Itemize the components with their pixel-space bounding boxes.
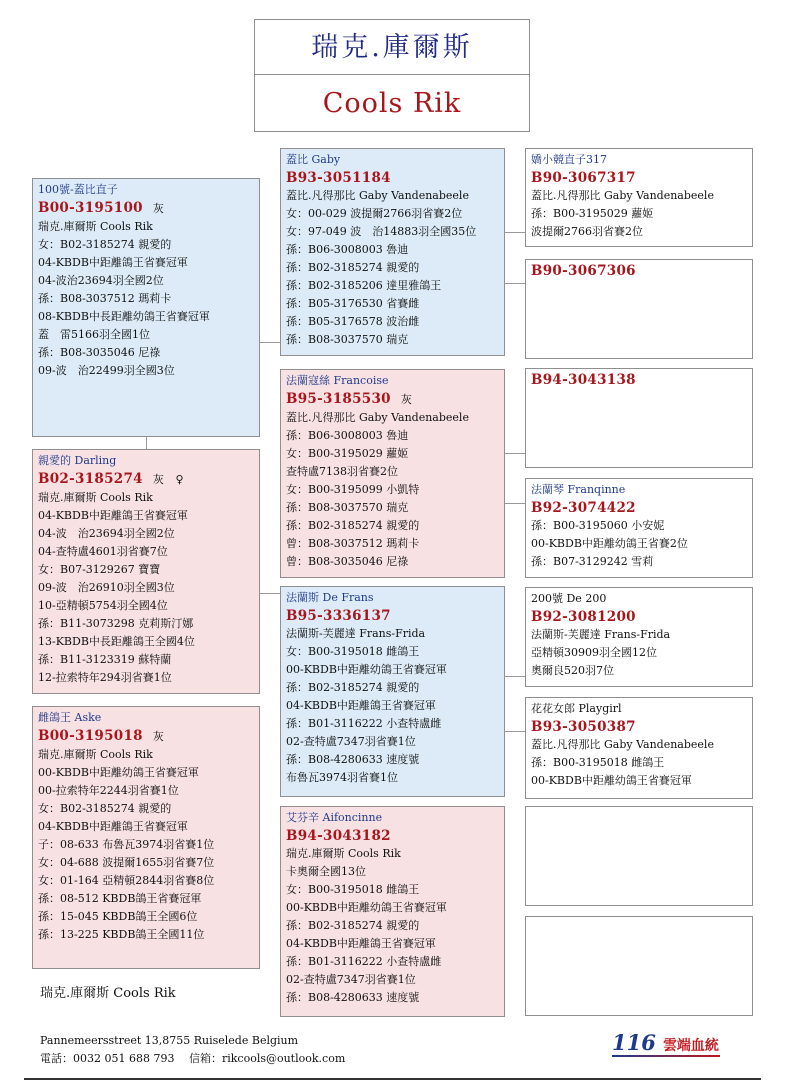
sire-box xyxy=(32,449,260,694)
record-line: 孫：B02-3185274 親愛的 xyxy=(286,919,420,932)
pigeon-name: 親愛的 Darling xyxy=(38,454,117,467)
ring-number xyxy=(531,371,747,389)
color-sex: 灰 xyxy=(152,202,165,215)
record-line: 曾：B08-3037512 瑪莉卡 xyxy=(286,537,420,550)
record-line: 04-KBDB中距離鴿王省賽冠軍 xyxy=(286,699,436,712)
logo-text: 雲端血統 xyxy=(662,1038,719,1054)
record-line: 奧爾良520羽7位 xyxy=(531,664,614,677)
record-line: 孫：B01-3116222 小查特盧雌 xyxy=(286,955,442,968)
record-line: 孫：B08-3035046 尼祿 xyxy=(38,346,161,359)
record-line: 孫：B05-3176578 波治雌 xyxy=(286,315,420,328)
record-line: 卡奧爾全國13位 xyxy=(286,865,366,878)
record-line: 孫：B02-3185206 達里雅鴿王 xyxy=(286,279,442,292)
breeder-contact: 電話：0032 051 688 793 信箱：rikcools@outlook.com xyxy=(40,1052,346,1065)
ring-number-value: B95-3336137 xyxy=(286,608,391,624)
record-line: 蓋比.凡得那比 Gaby Vandenabeele xyxy=(286,189,469,202)
connector xyxy=(505,283,525,284)
record-line: 孫：13-225 KBDB鴿王全國11位 xyxy=(38,928,205,941)
ring-number xyxy=(531,718,747,736)
record-line: 女：B00-3195018 雌鴿王 xyxy=(286,645,420,658)
logo-number: 116 xyxy=(612,1030,656,1055)
record-line: 瑞克.庫爾斯 Cools Rik xyxy=(38,491,153,504)
record-line: 00-KBDB中距離幼鴿王省賽冠軍 xyxy=(38,766,199,779)
connector xyxy=(505,676,525,677)
ggp-box-1 xyxy=(525,148,753,247)
record-line: 孫：15-045 KBDB鴿王全國6位 xyxy=(38,910,198,923)
record-line: 13-KBDB中長距離鴿王全國4位 xyxy=(38,635,195,648)
record-line: 蓋比.凡得那比 Gaby Vandenabeele xyxy=(531,738,714,751)
record-line: 04-波 治23694羽全國2位 xyxy=(38,527,175,540)
record-line: 孫：B11-3073298 克莉斯汀娜 xyxy=(38,617,194,630)
ring-number-value: B95-3185530 xyxy=(286,391,391,407)
ggp-box-4 xyxy=(525,478,753,578)
record-line: 04-KBDB中距離鴿王省賽冠軍 xyxy=(286,937,436,950)
connector xyxy=(146,437,147,449)
ring-number xyxy=(38,470,254,489)
record-line: 女：97-049 波 治14883羽全國35位 xyxy=(286,225,477,238)
record-line: 女：B02-3185274 親愛的 xyxy=(38,802,172,815)
grandparent-box-gaby xyxy=(280,148,505,356)
color-sex: 灰 xyxy=(400,393,413,406)
record-line: 孫：B08-4280633 速度號 xyxy=(286,753,420,766)
ring-number xyxy=(531,262,747,280)
ggp-box-7 xyxy=(525,806,753,906)
subject-box xyxy=(32,178,260,437)
ggp-box-3 xyxy=(525,368,753,468)
record-line: 蓋 雷5166羽全國1位 xyxy=(38,328,150,341)
color-sex: 灰 xyxy=(152,730,165,743)
ring-number xyxy=(286,169,499,187)
bottom-rule xyxy=(24,1078,761,1080)
title-name-cn: 瑞克.庫爾斯 xyxy=(255,20,529,75)
connector xyxy=(505,503,525,504)
record-line: 法蘭斯-芙麗達 Frans-Frida xyxy=(286,627,426,640)
record-line: 孫：B02-3185274 親愛的 xyxy=(286,681,420,694)
record-line: 子：08-633 布魯瓦3974羽省賽1位 xyxy=(38,838,215,851)
record-line: 曾：B08-3035046 尼祿 xyxy=(286,555,409,568)
ring-number-value: B00-3195018 xyxy=(38,728,143,744)
record-line: 瑞克.庫爾斯 Cools Rik xyxy=(286,847,401,860)
record-line: 08-KBDB中長距離幼鴿王省賽冠軍 xyxy=(38,310,210,323)
record-line: 女：04-688 波提爾1655羽省賽7位 xyxy=(38,856,215,869)
record-line: 200號 De 200 xyxy=(531,592,607,605)
ring-number-value: B92-3074422 xyxy=(531,500,636,516)
record-line: 女：B00-3195029 蘿姬 xyxy=(286,447,409,460)
grandparent-box-aifoncinne xyxy=(280,806,505,1017)
record-line: 亞精頓30909羽全國12位 xyxy=(531,646,657,659)
pigeon-name: 法蘭琴 Franqinne xyxy=(531,483,626,496)
record-line: 孫：B07-3129242 雪莉 xyxy=(531,555,654,568)
record-line: 孫：B11-3123319 蘇特蘭 xyxy=(38,653,172,666)
ring-number-value: B93-3050387 xyxy=(531,719,636,735)
record-line: 查特盧7138羽省賽2位 xyxy=(286,465,398,478)
record-line: 00-KBDB中距離幼鴿王省賽冠軍 xyxy=(531,774,692,787)
record-line: 女：B02-3185274 親愛的 xyxy=(38,238,172,251)
ring-number xyxy=(38,727,254,746)
ggp-box-8 xyxy=(525,916,753,1016)
ring-number-value: B94-3043138 xyxy=(531,372,636,388)
connector xyxy=(505,232,525,233)
record-line: 波提爾2766羽省賽2位 xyxy=(531,225,643,238)
record-line: 瑞克.庫爾斯 Cools Rik xyxy=(38,748,153,761)
ring-number xyxy=(38,199,254,218)
record-line: 女：B07-3129267 寶寶 xyxy=(38,563,161,576)
record-line: 孫：B06-3008003 魯迪 xyxy=(286,243,409,256)
grandparent-box-francoise xyxy=(280,369,505,578)
connector xyxy=(505,731,525,732)
pigeon-name: 嬌小競直子317 xyxy=(531,153,607,166)
record-line: 孫：B05-3176530 省賽雌 xyxy=(286,297,420,310)
breeder-name: 瑞克.庫爾斯 Cools Rik xyxy=(40,986,176,1001)
connector xyxy=(505,453,525,454)
connector xyxy=(260,342,280,343)
ring-number-value: B90-3067306 xyxy=(531,263,636,279)
record-line: 孫：B08-4280633 速度號 xyxy=(286,991,420,1004)
record-line: 00-KBDB中距離幼鴿王省賽冠軍 xyxy=(286,663,447,676)
ring-number xyxy=(286,607,499,625)
record-line: 孫：B00-3195018 雌鴿王 xyxy=(531,756,665,769)
record-line: 孫：08-512 KBDB鴿王省賽冠軍 xyxy=(38,892,202,905)
record-line: 布魯瓦3974羽省賽1位 xyxy=(286,771,398,784)
breeder-address: Pannemeersstreet 13,8755 Ruiselede Belgium xyxy=(40,1034,299,1047)
record-line: 孫：B00-3195060 小安妮 xyxy=(531,519,665,532)
connector xyxy=(260,593,280,594)
record-line: 02-查特盧7347羽省賽1位 xyxy=(286,735,416,748)
record-line: 09-波 治22499羽全國3位 xyxy=(38,364,175,377)
dam-box xyxy=(32,706,260,969)
record-line: 04-KBDB中距離鴿王省賽冠軍 xyxy=(38,256,188,269)
ggp-box-6 xyxy=(525,697,753,799)
record-line: 00-拉索特年2244羽省賽1位 xyxy=(38,784,179,797)
ggp-box-5 xyxy=(525,587,753,687)
ggp-box-2 xyxy=(525,259,753,359)
record-line: 04-查特盧4601羽省賽7位 xyxy=(38,545,168,558)
record-line: 孫：B08-3037512 瑪莉卡 xyxy=(38,292,172,305)
title-box xyxy=(254,19,530,132)
record-line: 法蘭斯-芙麗達 Frans-Frida xyxy=(531,628,671,641)
record-line: 女：B00-3195099 小凱特 xyxy=(286,483,420,496)
ring-number xyxy=(286,827,499,845)
record-line: 女：B00-3195018 雌鴿王 xyxy=(286,883,420,896)
pigeon-name: 法蘭斯 De Frans xyxy=(286,591,374,604)
record-line: 04-KBDB中距離鴿王省賽冠軍 xyxy=(38,509,188,522)
record-line: 女：00-029 波提爾2766羽省賽2位 xyxy=(286,207,463,220)
record-line: 12-拉索特年294羽省賽1位 xyxy=(38,671,172,684)
record-line: 02-查特盧7347羽省賽1位 xyxy=(286,973,416,986)
record-line: 瑞克.庫爾斯 Cools Rik xyxy=(38,220,153,233)
ring-number xyxy=(531,499,747,517)
record-line: 孫：B02-3185274 親愛的 xyxy=(286,261,420,274)
ring-number xyxy=(531,169,747,187)
ring-number xyxy=(286,390,499,409)
record-line: 孫：B06-3008003 魯迪 xyxy=(286,429,409,442)
record-line: 孫：B01-3116222 小查特盧雌 xyxy=(286,717,442,730)
pigeon-name: 艾芬辛 Aifoncinne xyxy=(286,811,383,824)
ring-number-value: B02-3185274 xyxy=(38,471,143,487)
ring-number-value: B94-3043182 xyxy=(286,828,391,844)
record-line: 孫：B08-3037570 瑞克 xyxy=(286,333,409,346)
pigeon-name: 法蘭寇絲 Francoise xyxy=(286,374,389,387)
record-line: 04-KBDB中距離鴿王省賽冠軍 xyxy=(38,820,188,833)
logo-underline xyxy=(612,1055,720,1057)
ring-number-value: B00-3195100 xyxy=(38,200,143,216)
record-line: 04-波治23694羽全國2位 xyxy=(38,274,164,287)
pigeon-name: 蓋比 Gaby xyxy=(286,153,341,166)
record-line: 女：01-164 亞精頓2844羽省賽8位 xyxy=(38,874,215,887)
ring-number xyxy=(531,608,747,626)
record-line: 蓋比.凡得那比 Gaby Vandenabeele xyxy=(531,189,714,202)
pigeon-name: 雌鴿王 Aske xyxy=(38,711,102,724)
record-line: 花花女郎 Playgirl xyxy=(531,702,622,715)
record-line: 10-亞精頓5754羽全國4位 xyxy=(38,599,168,612)
grandparent-box-defrans xyxy=(280,586,505,797)
record-line: 00-KBDB中距離幼鴿王省賽2位 xyxy=(531,537,688,550)
record-line: 孫：B08-3037570 瑞克 xyxy=(286,501,409,514)
color-sex: 灰 ♀ xyxy=(152,473,184,486)
record-line: 蓋比.凡得那比 Gaby Vandenabeele xyxy=(286,411,469,424)
ring-number-value: B93-3051184 xyxy=(286,170,391,186)
ring-number-value: B90-3067317 xyxy=(531,170,636,186)
record-line: 孫：B02-3185274 親愛的 xyxy=(286,519,420,532)
pigeon-name: 100號-蓋比直子 xyxy=(38,183,118,196)
record-line: 00-KBDB中距離幼鴿王省賽冠軍 xyxy=(286,901,447,914)
title-name-en: Cools Rik xyxy=(322,88,462,119)
logo xyxy=(612,1030,722,1058)
record-line: 09-波 治26910羽全國3位 xyxy=(38,581,175,594)
ring-number-value: B92-3081200 xyxy=(531,609,636,625)
record-line: 孫：B00-3195029 蘿姬 xyxy=(531,207,654,220)
